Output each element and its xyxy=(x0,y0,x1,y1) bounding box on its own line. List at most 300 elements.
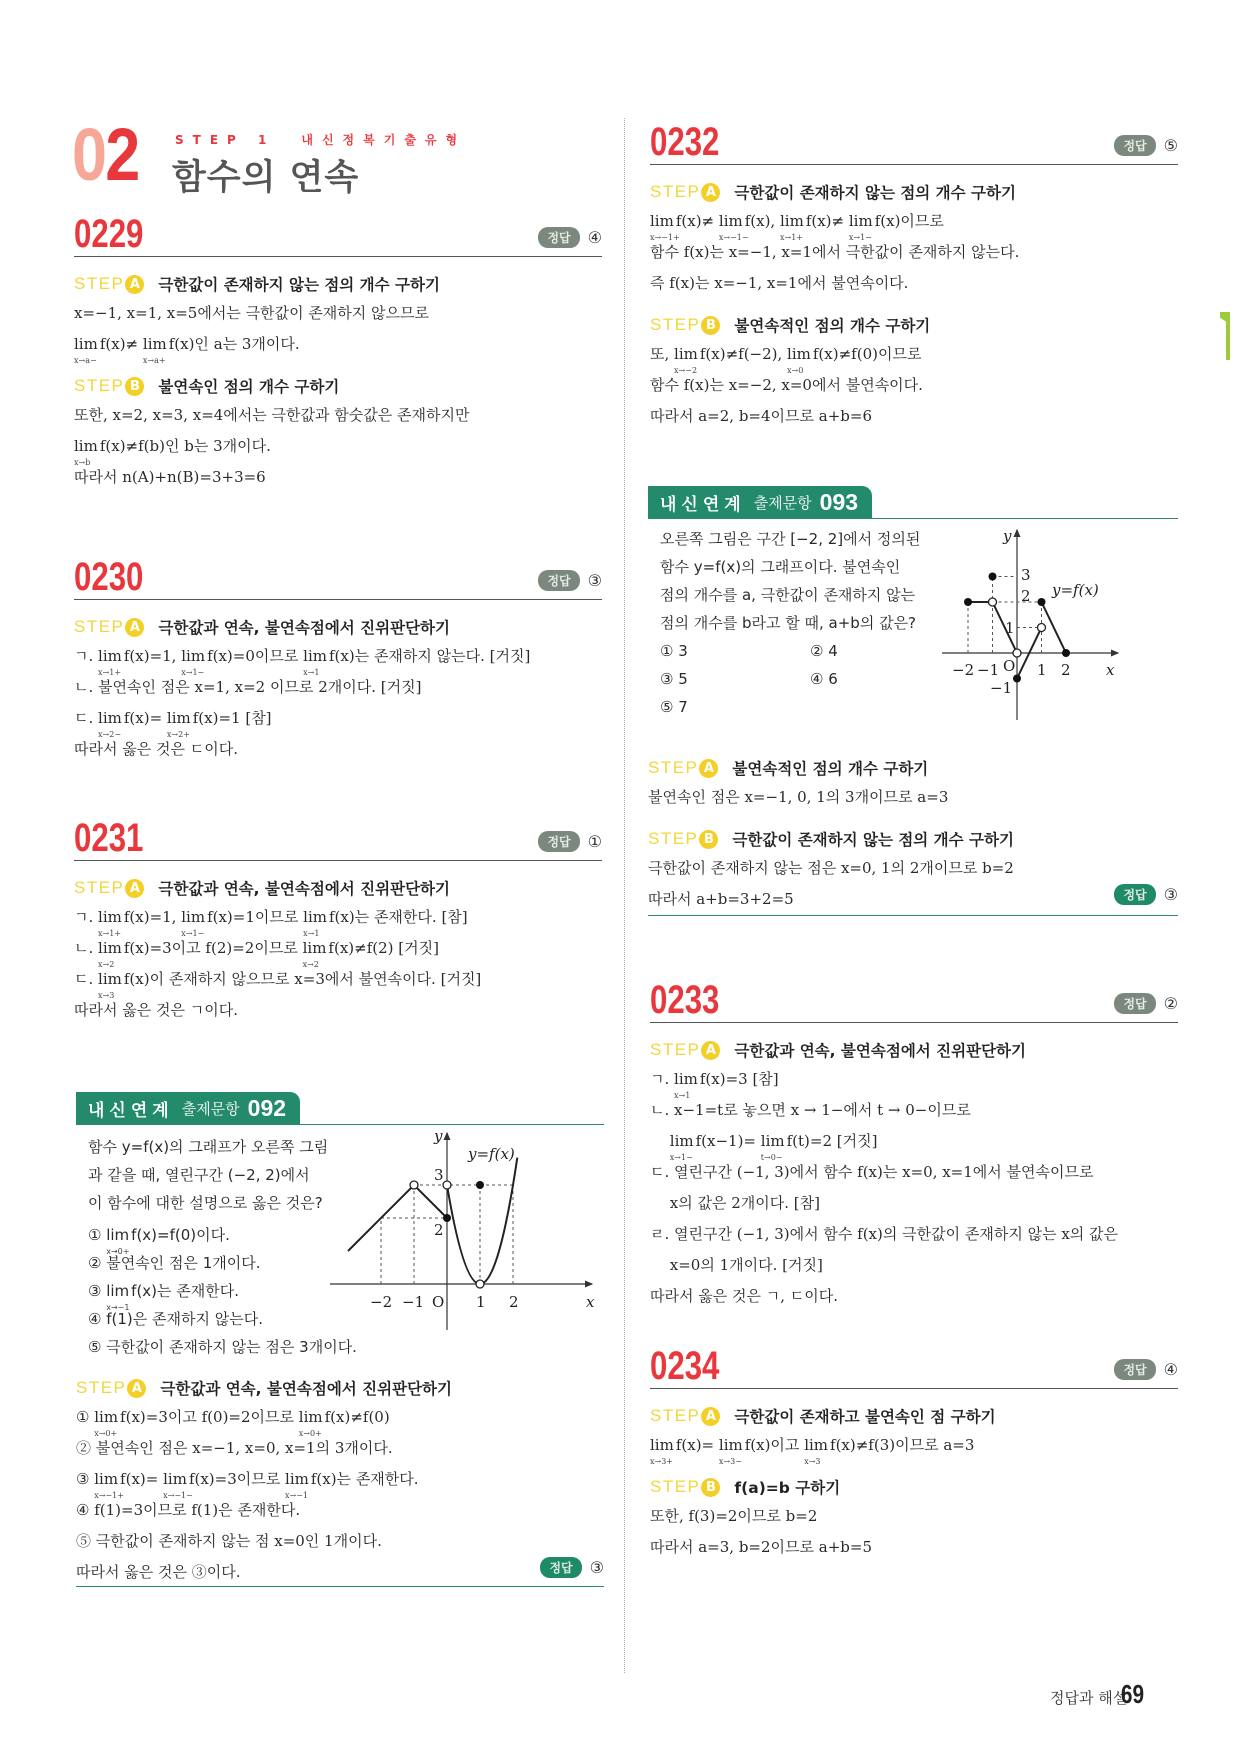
lim-word: lim xyxy=(669,1132,694,1150)
limit-expression xyxy=(804,1435,829,1466)
lim-subscript: x→b xyxy=(74,458,91,467)
text-run: f(x)≠f(0) xyxy=(324,1408,390,1426)
lim-word: lim xyxy=(848,212,873,230)
text-line xyxy=(74,702,602,739)
lim-subscript: x→a− xyxy=(74,356,97,365)
origin-label: O xyxy=(432,1293,445,1311)
graph-093 xyxy=(940,525,1160,725)
text-run: 함수 f(x)는 x=−2, x=0에서 불연속이다. xyxy=(650,376,923,394)
text-run: 따라서 a=2, b=4이므로 a+b=6 xyxy=(650,407,873,425)
text-run: 점의 개수를 b라고 할 때, a+b의 값은? xyxy=(660,614,917,632)
step-label: STEP xyxy=(648,758,699,777)
step-letter-badge: A xyxy=(701,1041,720,1060)
step-letter-badge: A xyxy=(699,759,718,778)
lim-word: lim xyxy=(94,1408,119,1426)
footer-label: 정답과 해설 xyxy=(1050,1689,1128,1707)
text-line xyxy=(650,369,1178,400)
text-run: x의 값은 2개이다. [참] xyxy=(650,1194,820,1212)
graph-092 xyxy=(320,1125,610,1335)
problem-header xyxy=(74,204,602,257)
filled-point xyxy=(1013,675,1021,683)
text-run: f(x)≠f(−2), xyxy=(699,345,788,363)
lim-word: lim xyxy=(787,345,811,363)
y-tick-label: 3 xyxy=(434,1166,444,1184)
text-run: f(x)= xyxy=(123,709,167,727)
text-run: f(x)=3이고 f(0)=2이므로 xyxy=(120,1408,299,1426)
text-run: f(x−1)= xyxy=(695,1132,761,1150)
answer-value: ③ xyxy=(1163,885,1178,904)
text-run: f(x), xyxy=(744,212,780,230)
limit-expression xyxy=(779,211,804,242)
lim-subscript: x→−1+ xyxy=(94,1491,124,1500)
answer-value: ① xyxy=(587,832,602,851)
problem-number: 0230 xyxy=(74,555,144,599)
x-tick-label: −2 xyxy=(370,1293,393,1311)
open-point xyxy=(443,1181,451,1189)
filled-point xyxy=(1062,649,1070,657)
text-run: ④ 6 xyxy=(810,670,838,688)
limit-expression xyxy=(302,938,327,969)
text-run: f(x)= xyxy=(675,1436,719,1454)
limit-expression xyxy=(285,1469,309,1500)
lim-word: lim xyxy=(94,1470,119,1488)
step-label: STEP xyxy=(650,182,701,201)
text-line xyxy=(74,399,602,430)
text-run: x=0의 1개이다. [거짓] xyxy=(650,1256,823,1274)
answer xyxy=(538,227,602,248)
problem-header xyxy=(74,808,602,861)
text-run: ㄷ. 열린구간 (−1, 3)에서 함수 f(x)는 x=0, x=1에서 불연속이므로 xyxy=(650,1163,1094,1181)
problem-number: 0233 xyxy=(650,978,720,1022)
text-run: 따라서 a+b=3+2=5 xyxy=(648,890,794,908)
x-axis-label: x xyxy=(586,1293,595,1311)
text-run: ① 3 xyxy=(660,642,688,660)
text-line xyxy=(660,665,810,693)
text-run: f(x)≠f(0)이므로 xyxy=(812,345,922,363)
curve-label: y=f(x) xyxy=(468,1145,515,1163)
limit-expression xyxy=(298,1407,323,1438)
chapter-number: 02 xyxy=(72,113,139,196)
box-bottom-rule xyxy=(76,1586,604,1587)
lim-subscript: x→−2 xyxy=(674,366,698,375)
step-heading xyxy=(650,1037,1178,1063)
filled-point xyxy=(989,573,997,581)
text-line xyxy=(74,901,602,938)
problem-number: 0229 xyxy=(74,212,144,256)
text-line xyxy=(650,1125,1178,1162)
step-label: STEP xyxy=(74,617,125,636)
text-run: 따라서 옳은 것은 ㄱ이다. xyxy=(74,1001,238,1019)
lim-subscript: x→0+ xyxy=(298,1429,322,1438)
text-run: ㄴ. x−1=t로 놓으면 x → 1−에서 t → 0−이므로 xyxy=(650,1101,971,1119)
text-run: 즉 f(x)는 x=−1, x=1에서 불연속이다. xyxy=(650,274,909,292)
limit-expression xyxy=(98,907,122,938)
limit-expression xyxy=(106,1225,130,1256)
y-tick-label: 2 xyxy=(1021,587,1031,605)
step-body xyxy=(650,1063,1178,1311)
answer-badge: 정답 xyxy=(538,227,579,248)
text-run: f(x)는 존재한다. xyxy=(131,1282,240,1300)
lim-word: lim xyxy=(98,709,122,727)
text-run: 극한값이 존재하지 않는 점은 x=0, 1의 2개이므로 b=2 xyxy=(648,859,1014,877)
text-run: 점의 개수를 a, 극한값이 존재하지 않는 xyxy=(660,586,916,604)
lim-word: lim xyxy=(106,1226,130,1244)
lim-subscript: x→2 xyxy=(302,960,319,969)
x-tick-label: −2 xyxy=(952,661,975,679)
text-run: 또한, x=2, x=3, x=4에서는 극한값과 함숫값은 존재하지만 xyxy=(74,406,470,424)
lim-word: lim xyxy=(650,212,674,230)
text-run: ㄷ. xyxy=(74,709,99,727)
text-run xyxy=(650,1132,670,1150)
limit-expression xyxy=(106,1281,130,1312)
text-line xyxy=(74,430,602,467)
solution-steps xyxy=(74,271,602,492)
step-title: 불연속적인 점의 개수 구하기 xyxy=(732,760,929,778)
step-body xyxy=(650,1500,1178,1562)
lim-word: lim xyxy=(106,1282,130,1300)
step-body xyxy=(648,781,1178,812)
text-run: f(x)≠ xyxy=(675,212,719,230)
step-body xyxy=(650,1429,1178,1466)
step-letter-badge: B xyxy=(701,316,720,335)
lim-subscript: x→1− xyxy=(848,233,872,242)
step-letter-badge: A xyxy=(125,879,144,898)
problem-header xyxy=(650,970,1178,1023)
linked-problem-tab: 내신연계 출제문항 093 xyxy=(648,486,872,518)
box-bottom-rule xyxy=(648,915,1178,916)
y-tick-label: 3 xyxy=(1021,566,1031,584)
answer-badge: 정답 xyxy=(538,570,579,591)
open-point xyxy=(410,1181,418,1189)
step-label: STEP xyxy=(648,829,699,848)
text-run: f(x)=1, xyxy=(123,647,182,665)
page-edge-tab xyxy=(1220,312,1230,360)
step-heading xyxy=(648,755,1178,781)
text-line xyxy=(74,640,602,677)
step-heading xyxy=(74,271,602,297)
step-heading xyxy=(650,1474,1178,1500)
text-run: ㄷ. xyxy=(74,970,99,988)
problem-number: 0232 xyxy=(650,120,720,164)
answer-badge: 정답 xyxy=(1114,135,1155,156)
lim-subscript: x→−1 xyxy=(106,1303,130,1312)
text-line xyxy=(74,932,602,969)
problem-header xyxy=(650,112,1178,165)
origin-label: O xyxy=(1003,657,1016,675)
column-divider xyxy=(624,118,625,1673)
step-body xyxy=(74,901,602,1025)
lim-subscript: x→1 xyxy=(303,929,320,938)
step-label: STEP xyxy=(74,376,125,395)
step-title: 극한값이 존재하지 않는 점의 개수 구하기 xyxy=(158,276,440,294)
lim-word: lim xyxy=(760,1132,785,1150)
problem-number: 0234 xyxy=(650,1344,720,1388)
step-title: 극한값과 연속, 불연속점에서 진위판단하기 xyxy=(158,619,450,637)
lim-subscript: x→1 xyxy=(674,1091,691,1100)
step-body xyxy=(74,399,602,492)
step-letter-badge: B xyxy=(701,1478,720,1497)
limit-expression xyxy=(787,344,811,375)
answer-badge: 정답 xyxy=(1114,884,1155,905)
text-run: ㄱ. xyxy=(74,908,99,926)
step-label: STEP xyxy=(76,1378,127,1397)
solution-steps xyxy=(650,1403,1178,1562)
text-run: f(x)=1, xyxy=(123,908,182,926)
lim-subscript: x→3− xyxy=(718,1457,742,1466)
limit-expression xyxy=(142,334,167,365)
lim-subscript: x→3+ xyxy=(650,1457,674,1466)
text-line xyxy=(76,1494,604,1525)
text-run: ⑤ 7 xyxy=(660,698,688,716)
lim-word: lim xyxy=(303,908,327,926)
answer-value: ③ xyxy=(589,1558,604,1577)
lim-word: lim xyxy=(98,908,122,926)
text-line xyxy=(76,1463,604,1500)
step-label: STEP xyxy=(650,315,701,334)
text-run: ③ 5 xyxy=(660,670,688,688)
text-line xyxy=(660,637,810,665)
problem-header xyxy=(650,1336,1178,1389)
lim-word: lim xyxy=(285,1470,309,1488)
limit-expression xyxy=(74,334,98,365)
x-tick-label: 1 xyxy=(1037,661,1047,679)
solution-steps xyxy=(650,179,1178,431)
step-letter-badge: A xyxy=(701,1407,720,1426)
lim-subscript: x→2− xyxy=(98,730,122,739)
step-title: 불연속적인 점의 개수 구하기 xyxy=(734,317,931,335)
text-run: ① xyxy=(88,1226,107,1244)
lim-word: lim xyxy=(650,1436,674,1454)
solution-0233 xyxy=(650,970,1178,1311)
lim-word: lim xyxy=(674,1070,698,1088)
text-run: ㄱ. xyxy=(650,1070,675,1088)
limit-expression xyxy=(181,907,206,938)
problem-number: 0231 xyxy=(74,816,144,860)
step-heading xyxy=(74,373,602,399)
text-run: 함수 y=f(x)의 그래프이다. 불연속인 xyxy=(660,558,901,576)
step-label: STEP xyxy=(74,878,125,897)
limit-expression xyxy=(98,646,122,677)
text-line xyxy=(74,297,602,328)
text-line xyxy=(650,1218,1178,1249)
text-run: f(x)=3 [참] xyxy=(699,1070,779,1088)
answer xyxy=(1114,993,1178,1014)
limit-expression xyxy=(98,969,122,1000)
lim-word: lim xyxy=(181,908,206,926)
chapter-step-label: STEP 1 내신정복기출유형 xyxy=(175,133,467,147)
lim-subscript: t→0− xyxy=(760,1153,783,1162)
limit-expression xyxy=(674,1069,698,1100)
solution-0230 xyxy=(74,547,602,764)
text-line xyxy=(650,1063,1178,1100)
text-line xyxy=(76,1432,604,1463)
lim-subscript: x→a+ xyxy=(142,356,166,365)
solution-steps xyxy=(74,875,602,1025)
solution-0234 xyxy=(650,1336,1178,1562)
text-run: f(x)이고 xyxy=(744,1436,805,1454)
text-run: f(x)는 존재한다. xyxy=(310,1470,419,1488)
solution-0231 xyxy=(74,808,602,1025)
open-point xyxy=(989,598,997,606)
y-axis-label: y xyxy=(1003,527,1012,545)
text-run: f(x)= xyxy=(120,1470,164,1488)
lim-subscript: x→−1+ xyxy=(650,233,680,242)
step-heading xyxy=(76,1375,604,1401)
step-heading xyxy=(650,179,1178,205)
text-line xyxy=(74,671,602,702)
step-body xyxy=(74,640,602,764)
y-tick-label: −1 xyxy=(990,679,1013,697)
limit-expression xyxy=(98,708,122,739)
linked-problem-tab: 내신연계 출제문항 092 xyxy=(76,1092,300,1124)
lim-subscript: x→−1− xyxy=(163,1491,193,1500)
open-point xyxy=(476,1280,484,1288)
solution-steps xyxy=(76,1375,604,1587)
text-run: 오른쪽 그림은 구간 [−2, 2]에서 정의된 xyxy=(660,530,921,548)
text-line xyxy=(74,733,602,764)
text-run: f(x)는 존재하지 않는다. [거짓] xyxy=(328,647,531,665)
text-run: 함수 y=f(x)의 그래프가 오른쪽 그림 xyxy=(88,1138,329,1156)
step-body xyxy=(74,297,602,365)
lim-subscript: x→3 xyxy=(98,991,115,1000)
answer-badge: 정답 xyxy=(1114,1359,1155,1380)
text-run: ② 불연속인 점은 1개이다. xyxy=(88,1254,261,1272)
linked-problem-header xyxy=(76,1090,604,1125)
y-axis-label: y xyxy=(434,1127,443,1145)
text-run: f(t)=2 [거짓] xyxy=(786,1132,878,1150)
solution-0232 xyxy=(650,112,1178,431)
text-run: 불연속인 점은 x=−1, 0, 1의 3개이므로 a=3 xyxy=(648,788,949,806)
lim-word: lim xyxy=(74,437,98,455)
step-heading xyxy=(650,312,1178,338)
lim-word: lim xyxy=(163,1470,187,1488)
lim-word: lim xyxy=(718,212,743,230)
text-run: f(x)≠ xyxy=(805,212,849,230)
step-heading xyxy=(74,875,602,901)
lim-subscript: x→1+ xyxy=(98,668,122,677)
text-line xyxy=(810,637,960,665)
answer-value: ④ xyxy=(587,228,602,247)
text-run: 따라서 옳은 것은 ㄷ이다. xyxy=(74,740,238,758)
text-run: ⑤ 극한값이 존재하지 않는 점은 3개이다. xyxy=(88,1338,357,1356)
lim-word: lim xyxy=(98,647,122,665)
page-number: 69 xyxy=(1120,1679,1145,1709)
lim-subscript: x→2+ xyxy=(166,730,190,739)
lim-word: lim xyxy=(302,939,327,957)
answer-value: ④ xyxy=(1163,1360,1178,1379)
text-run: f(x)는 존재한다. [참] xyxy=(328,908,468,926)
x-tick-label: 2 xyxy=(509,1293,519,1311)
problem-header xyxy=(74,547,602,600)
step-letter-badge: A xyxy=(125,618,144,637)
lim-word: lim xyxy=(74,335,98,353)
step-title: 불연속인 점의 개수 구하기 xyxy=(158,378,340,396)
text-line xyxy=(74,994,602,1025)
text-run: ② 불연속인 점은 x=−1, x=0, x=1의 3개이다. xyxy=(76,1439,393,1457)
text-run: f(x)=3이므로 xyxy=(188,1470,286,1488)
text-line xyxy=(650,400,1178,431)
x-axis-label: x xyxy=(1106,661,1115,679)
text-line xyxy=(76,1525,604,1556)
limit-expression xyxy=(718,211,749,242)
step-label: STEP xyxy=(650,1406,701,1425)
text-line xyxy=(650,1094,1178,1125)
limit-expression xyxy=(181,646,206,677)
limit-expression xyxy=(166,708,191,739)
text-line xyxy=(650,338,1178,375)
text-line xyxy=(650,1500,1178,1531)
y-tick-label: 1 xyxy=(1005,619,1015,637)
x-tick-label: 2 xyxy=(1061,661,1071,679)
answer xyxy=(538,570,602,591)
step-title: 극한값이 존재하지 않는 점의 개수 구하기 xyxy=(734,184,1016,202)
step-title: f(a)=b 구하기 xyxy=(734,1479,841,1497)
graph-parabola xyxy=(447,1158,517,1284)
step-label: STEP xyxy=(650,1040,701,1059)
lim-word: lim xyxy=(98,970,122,988)
x-tick-label: −1 xyxy=(977,661,1000,679)
text-run: 따라서 n(A)+n(B)=3+3=6 xyxy=(74,468,266,486)
lim-subscript: x→1− xyxy=(669,1153,693,1162)
text-line xyxy=(648,852,1178,883)
text-line xyxy=(650,267,1178,298)
lim-word: lim xyxy=(181,647,206,665)
lim-word: lim xyxy=(142,335,167,353)
text-run: f(x)=f(0)이다. xyxy=(131,1226,230,1244)
text-run: f(x)=3이고 f(2)=2이므로 xyxy=(123,939,303,957)
text-run: f(x)인 a는 3개이다. xyxy=(168,335,300,353)
text-run: ② 4 xyxy=(810,642,838,660)
text-run: 따라서 옳은 것은 ③이다. xyxy=(76,1563,241,1581)
text-line xyxy=(650,1156,1178,1187)
lim-subscript: x→1− xyxy=(181,929,205,938)
answer-badge: 정답 xyxy=(538,831,579,852)
chapter-title: 함수의 연속 xyxy=(172,158,360,198)
limit-expression xyxy=(163,1469,193,1500)
limit-expression xyxy=(760,1131,785,1162)
limit-expression xyxy=(303,646,327,677)
text-run: f(x)≠ xyxy=(99,335,143,353)
lim-word: lim xyxy=(98,939,122,957)
text-run: 이 함수에 대한 설명으로 옳은 것은? xyxy=(88,1194,323,1212)
answer-value: ⑤ xyxy=(1163,136,1178,155)
text-run: 또, xyxy=(650,345,675,363)
limit-expression xyxy=(650,211,680,242)
step-title: 극한값이 존재하고 불연속인 점 구하기 xyxy=(734,1408,996,1426)
limit-expression xyxy=(669,1131,694,1162)
text-run: 따라서 a=3, b=2이므로 a+b=5 xyxy=(650,1538,873,1556)
limit-expression xyxy=(848,211,873,242)
y-tick-label: 2 xyxy=(434,1221,444,1239)
step-title: 극한값이 존재하지 않는 점의 개수 구하기 xyxy=(732,831,1014,849)
linked-problem-header xyxy=(648,484,1178,519)
step-body xyxy=(650,205,1178,298)
text-line xyxy=(650,1429,1178,1466)
text-run: 또한, f(3)=2이므로 b=2 xyxy=(650,1507,818,1525)
step-letter-badge: B xyxy=(125,377,144,396)
text-run: ㄹ. 열린구간 (−1, 3)에서 함수 f(x)의 극한값이 존재하지 않는 x의 값은 xyxy=(650,1225,1119,1243)
text-run: ③ xyxy=(76,1470,95,1488)
text-run: ⑤ 극한값이 존재하지 않는 점 x=0인 1개이다. xyxy=(76,1532,382,1550)
text-line xyxy=(650,1531,1178,1562)
text-line xyxy=(74,963,602,1000)
graph-line-segment xyxy=(348,1185,447,1251)
lim-word: lim xyxy=(298,1408,323,1426)
lim-subscript: x→−1 xyxy=(285,1491,309,1500)
text-line xyxy=(76,1401,604,1438)
text-run: ③ xyxy=(88,1282,107,1300)
step-letter-badge: A xyxy=(701,183,720,202)
